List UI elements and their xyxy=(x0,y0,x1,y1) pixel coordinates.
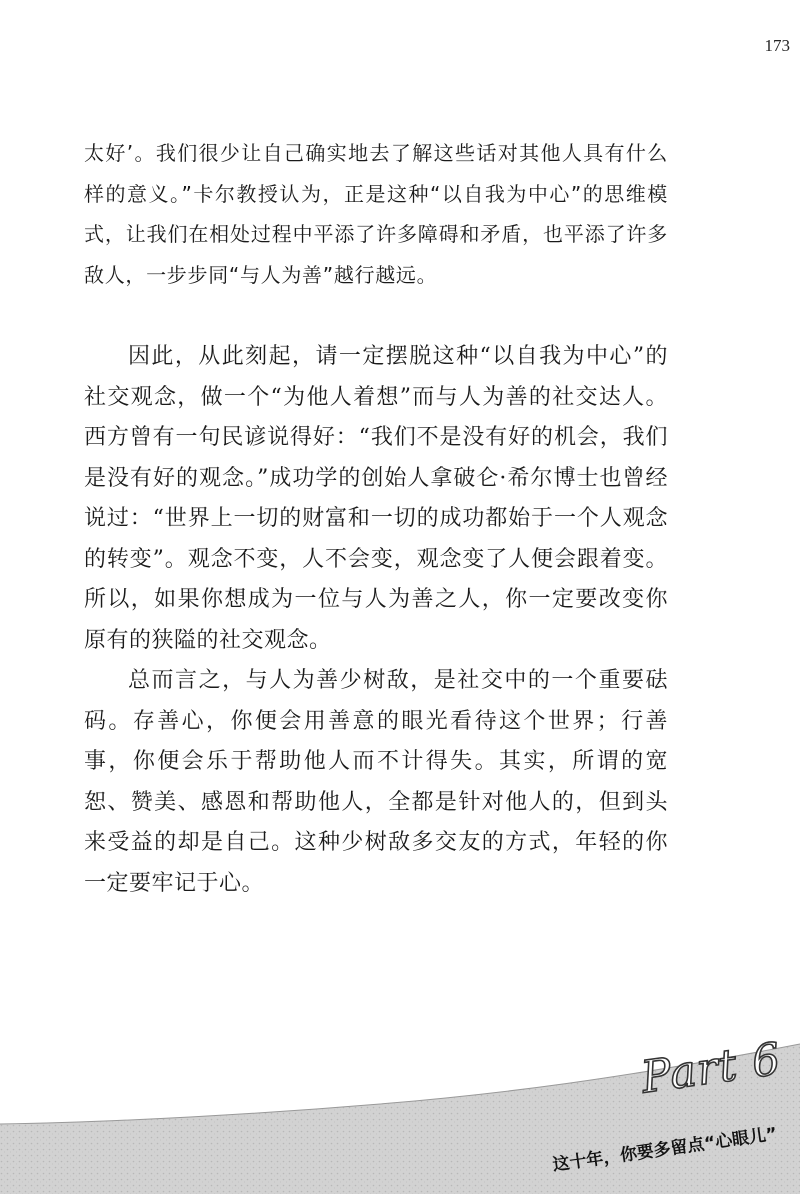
paragraph-3: 总而言之，与人为善少树敌，是社交中的一个重要砝码。存善心，你便会用善意的眼光看待这个世界；行善事，你便会乐于帮助他人而不计得失。其实，所谓的宽恕、赞美、感恩和帮助他人，全都是针对他人的，但到头来受益的却是自己。这种少树敌多交友的方式，年轻的你一定要牢记于心。 xyxy=(84,668,668,896)
part-label: Part 6 xyxy=(638,1033,785,1104)
chapter-subtitle: 这十年，你要多留点“心眼儿” xyxy=(551,1124,778,1176)
paragraph-1: 太好’。我们很少让自己确实地去了解这些话对其他人具有什么样的意义。”卡尔教授认为，正是这种“以自我为中心”的思维模式，让我们在相处过程中平添了许多障碍和矛盾，也平添了许多敌人，一步步同“与人为善”越行越远。 xyxy=(84,141,668,287)
body-text xyxy=(84,133,668,904)
footer-wave-shape xyxy=(0,1004,800,1194)
footer-banner xyxy=(0,1004,800,1194)
paragraph-2: 因此，从此刻起，请一定摆脱这种“以自我为中心”的社交观念，做一个“为他人着想”而与人为善的社交达人。西方曾有一句民谚说得好：“我们不是没有好的机会，我们是没有好的观念。”成功学的创始人拿破仑·希尔博士也曾经说过：“世界上一切的财富和一切的成功都始于一个人观念的转变”。观念不变，人不会变，观念变了人便会跟着变。所以，如果你想成为一位与人为善之人，你一定要改变你原有的狭隘的社交观念。 xyxy=(84,344,668,653)
page-number: 173 xyxy=(764,36,790,55)
